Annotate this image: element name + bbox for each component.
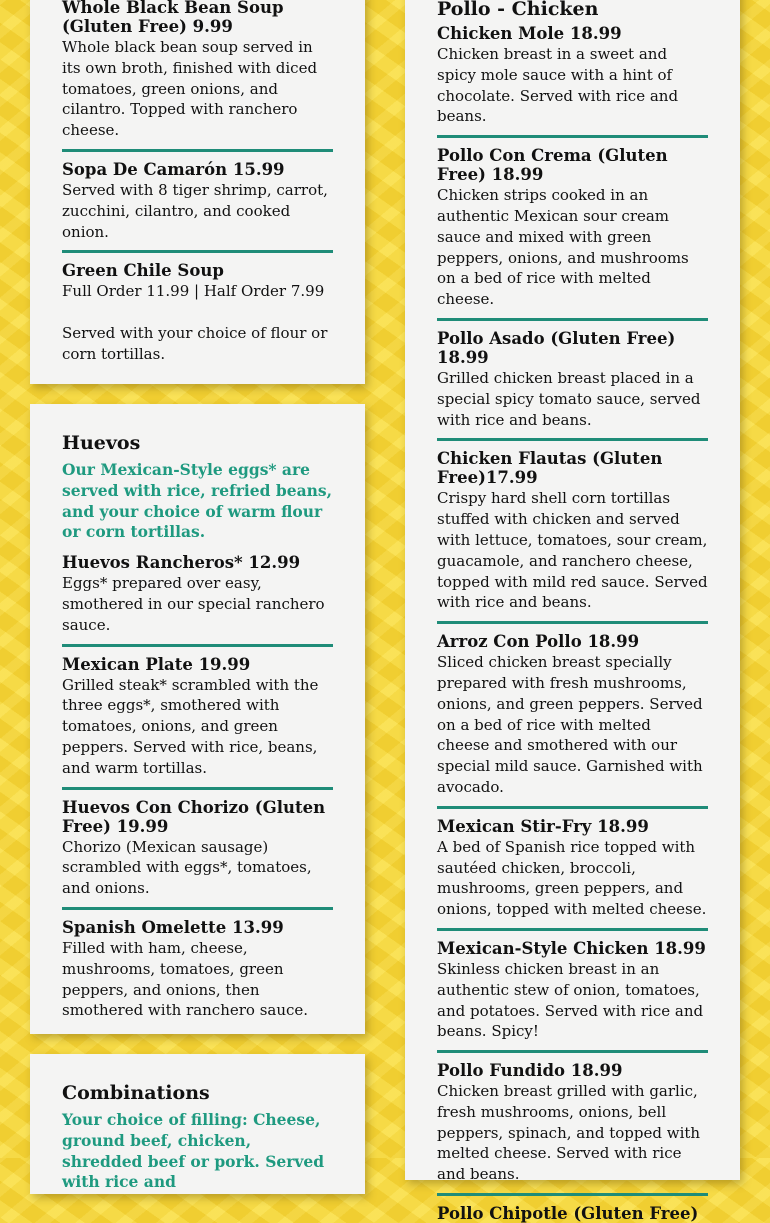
item-title: Huevos Con Chorizo (Gluten Free) 19.99 (62, 797, 326, 836)
divider (437, 1050, 708, 1053)
item-description: Chicken breast grilled with garlic, fresh mushrooms, onions, bell peppers, spinach, and topped with melted cheese. Served with rice and beans. (437, 1082, 701, 1184)
item-description: Full Order 11.99 | Half Order 7.99 Served with your choice of flour or corn tortillas. (62, 282, 328, 363)
divider (62, 149, 333, 152)
menu-item (437, 1061, 708, 1185)
item-description: Grilled steak* scrambled with the three eggs*, smothered with tomatoes, onions, and green peppers. Served with rice, beans, and warm tortillas. (62, 675, 319, 777)
menu-item (62, 798, 333, 899)
menu-item (62, 553, 333, 635)
item-description: Chicken strips cooked in an authentic Mexican sour cream sauce and mixed with green peppers, onions, and mushrooms on a bed of rice with melted cheese. (437, 186, 689, 309)
item-title: Spanish Omelette 13.99 (62, 917, 284, 937)
item-title: Mexican-Style Chicken 18.99 (437, 938, 706, 958)
menu-item (437, 329, 708, 430)
divider (62, 907, 333, 910)
item-title: Mexican Stir-Fry 18.99 (437, 816, 649, 836)
item-title: Chicken Flautas (Gluten Free)17.99 (437, 449, 663, 488)
item-description: Eggs* prepared over easy, smothered in our special ranchero sauce. (62, 574, 325, 634)
item-description: Crispy hard shell corn tortillas stuffed with chicken and served with lettuce, tomatoes, sour cream, guacamole, and ranchero cheese, topped with mild red sauce. Served with rice and beans. (437, 489, 708, 612)
item-title: Pollo Chipotle (Gluten Free) (437, 1204, 699, 1223)
item-title: Chicken Mole 18.99 (437, 24, 622, 43)
section-title: Huevos (62, 432, 141, 454)
menu-item (62, 261, 333, 364)
item-description: Chorizo (Mexican sausage) scrambled with eggs*, tomatoes, and onions. (62, 837, 312, 898)
item-title: Whole Black Bean Soup (Gluten Free) 9.99 (62, 0, 284, 36)
item-title: Green Chile Soup (62, 261, 224, 281)
divider (437, 318, 708, 321)
item-title: Huevos Rancheros* 12.99 (62, 553, 301, 573)
divider (437, 928, 708, 931)
section-title: Combinations (62, 1082, 210, 1104)
divider (62, 787, 333, 790)
item-title: Pollo Con Crema (Gluten Free) 18.99 (437, 146, 668, 185)
divider (62, 644, 333, 647)
huevos-card (30, 404, 365, 1034)
divider (437, 438, 708, 441)
item-description: Served with 8 tiger shrimp, carrot, zucchini, cilantro, and cooked onion. (62, 180, 328, 241)
menu-item (437, 24, 708, 127)
soups-card (30, 0, 365, 384)
section-note: Our Mexican-Style eggs* are served with rice, refried beans, and your choice of warm flour or corn tortillas. (62, 460, 333, 542)
menu-item (437, 1204, 708, 1223)
item-description: Sliced chicken breast specially prepared with fresh mushrooms, onions, and green peppers. Served on a bed of rice with melted cheese and smothered with our special mild sauce. Garnished with avocado. (437, 653, 703, 796)
combinations-card (30, 1054, 365, 1194)
item-title: Pollo Asado (Gluten Free) 18.99 (437, 328, 676, 367)
menu-item (437, 632, 708, 798)
divider (437, 621, 708, 624)
item-description: Whole black bean soup served in its own broth, finished with diced tomatoes, green onions, and cilantro. Topped with ranchero cheese. (62, 38, 318, 140)
menu-item (437, 939, 708, 1042)
item-description: A bed of Spanish rice topped with sautéed chicken, broccoli, mushrooms, green peppers, and onions, topped with melted cheese. (437, 837, 707, 919)
pollo-card (405, 0, 740, 1223)
divider (437, 1193, 708, 1196)
item-description: Skinless chicken breast in an authentic stew of onion, tomatoes, and potatoes. Served with rice and beans. Spicy! (437, 959, 704, 1041)
item-description: Chicken breast in a sweet and spicy mole sauce with a hint of chocolate. Served with rice and beans. (437, 45, 679, 126)
item-title: Arroz Con Pollo 18.99 (437, 632, 640, 652)
menu-item (62, 918, 333, 1021)
menu-item (437, 449, 708, 613)
item-title: Pollo Fundido 18.99 (437, 1061, 623, 1081)
divider (437, 135, 708, 138)
menu-item (62, 0, 333, 141)
item-title: Sopa De Camarón 15.99 (62, 159, 285, 179)
divider (62, 250, 333, 253)
menu-item (62, 655, 333, 779)
menu-item (437, 146, 708, 310)
menu-item (62, 160, 333, 242)
menu-item (437, 817, 708, 920)
item-description: Filled with ham, cheese, mushrooms, tomatoes, green peppers, and onions, then smothered with ranchero sauce. (62, 938, 309, 1020)
item-description: Grilled chicken breast placed in a special spicy tomato sauce, served with rice and beans. (437, 368, 701, 429)
section-note: Your choice of filling: Cheese, ground beef, chicken, shredded beef or pork. Served with rice and (62, 1110, 325, 1192)
item-title: Mexican Plate 19.99 (62, 654, 251, 674)
divider (437, 806, 708, 809)
section-title: Pollo - Chicken (437, 0, 599, 20)
